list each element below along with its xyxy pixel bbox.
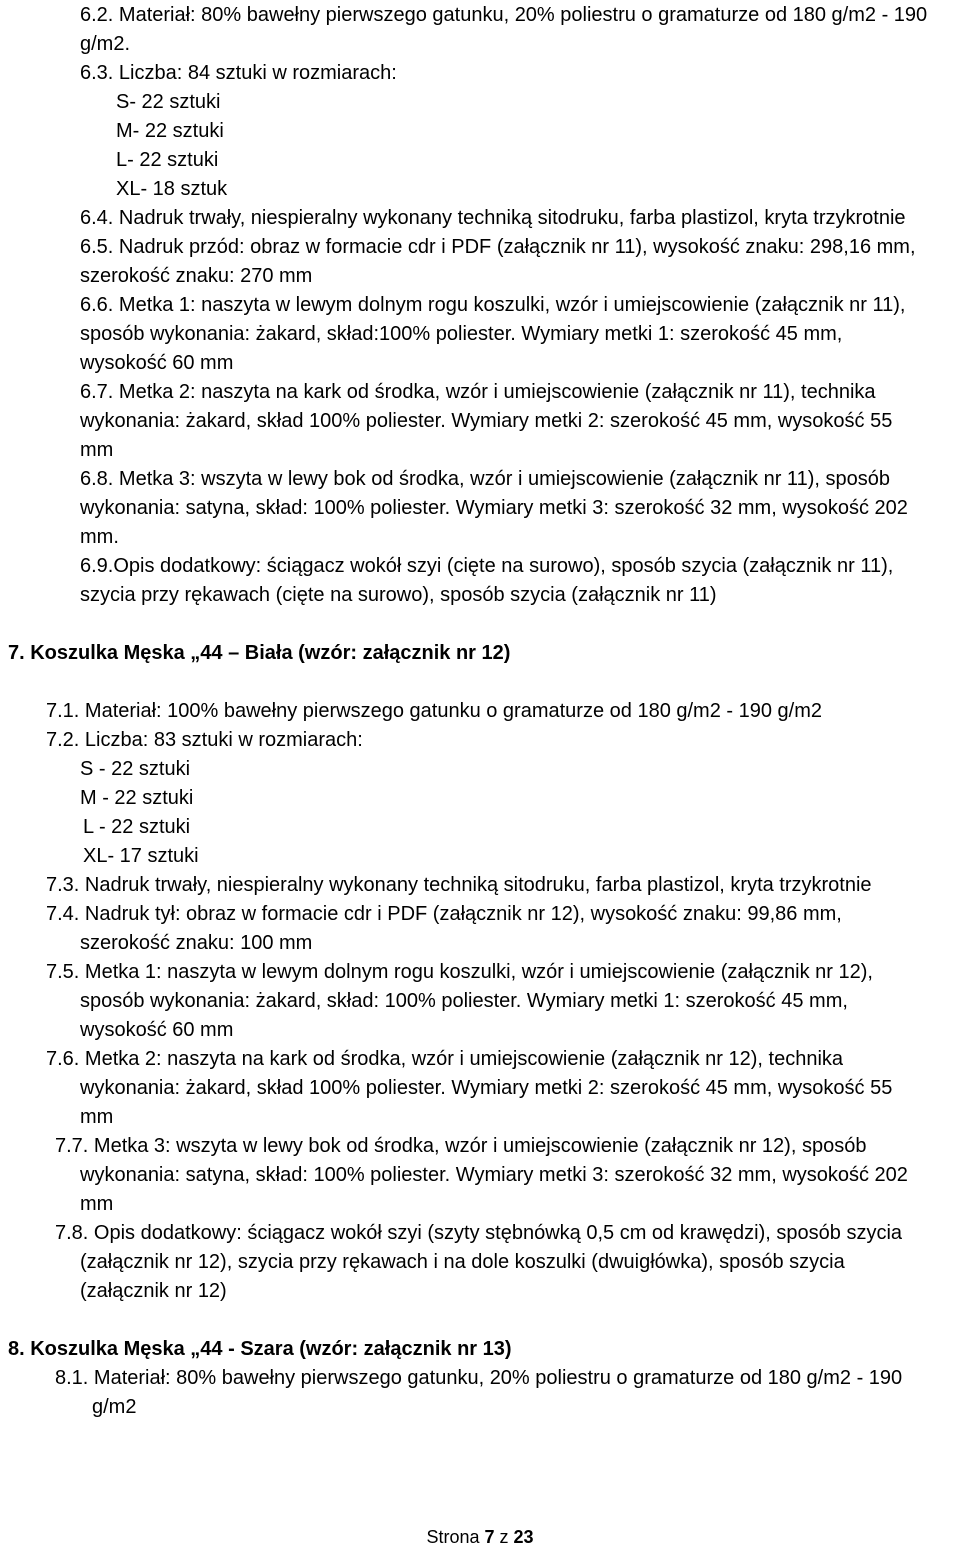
text-line: XL- 17 sztuki [83,845,199,867]
text-line: szerokość znaku: 270 mm [80,265,313,287]
text-line: 6.9.Opis dodatkowy: ściągacz wokół szyi (cięte na surowo), sposób szycia (załącznik nr 11), [80,555,894,577]
section-heading-8: 8. Koszulka Męska „44 - Szara (wzór: załącznik nr 13) [8,1338,512,1360]
text-line: g/m2. [80,33,131,55]
text-line: 6.7. Metka 2: naszyta na kark od środka, wzór i umiejscowienie (załącznik nr 11), technika [80,381,876,403]
text-line: XL- 18 sztuk [116,178,228,200]
page-separator: z [494,1527,514,1547]
text-line: 6.6. Metka 1: naszyta w lewym dolnym rogu koszulki, wzór i umiejscowienie (załącznik nr 11), [80,294,906,316]
text-line: 7.4. Nadruk tył: obraz w formacie cdr i PDF (załącznik nr 12), wysokość znaku: 99,86 mm, [46,903,842,925]
text-line: 6.3. Liczba: 84 sztuki w rozmiarach: [80,62,397,84]
text-line: 7.3. Nadruk trwały, niespieralny wykonany techniką sitodruku, farba plastizol, kryta trzykrotnie [46,874,872,896]
text-line: S- 22 sztuki [116,91,221,113]
text-line: mm. [80,526,119,548]
text-line: mm [80,1193,114,1215]
text-line: 6.8. Metka 3: wszyta w lewy bok od środka, wzór i umiejscowienie (załącznik nr 11), sposób [80,468,890,490]
text-line: szycia przy rękawach (cięte na surowo), sposób szycia (załącznik nr 11) [80,584,717,606]
text-line: 6.2. Materiał: 80% bawełny pierwszego gatunku, 20% poliestru o gramaturze od 180 g/m2 - 190 [80,4,928,26]
text-line: 8.1. Materiał: 80% bawełny pierwszego gatunku, 20% poliestru o gramaturze od 180 g/m2 - 190 [55,1367,903,1389]
section-heading-7: 7. Koszulka Męska „44 – Biała (wzór: załącznik nr 12) [8,642,511,664]
text-line: mm [80,439,114,461]
text-line: mm [80,1106,114,1128]
page-label: Strona [426,1527,485,1547]
text-line: 6.5. Nadruk przód: obraz w formacie cdr i PDF (załącznik nr 11), wysokość znaku: 298,16 mm, [80,236,916,258]
text-line: 7.7. Metka 3: wszyta w lewy bok od środka, wzór i umiejscowienie (załącznik nr 12), sposób [55,1135,867,1157]
text-line: szerokość znaku: 100 mm [80,932,313,954]
text-line: (załącznik nr 12), szycia przy rękawach i na dole koszulki (dwuigłówka), sposób szycia [80,1251,845,1273]
text-line: M- 22 sztuki [116,120,224,142]
text-line: 7.5. Metka 1: naszyta w lewym dolnym rogu koszulki, wzór i umiejscowienie (załącznik nr 12), [46,961,873,983]
text-line: S - 22 sztuki [80,758,191,780]
text-line: (załącznik nr 12) [80,1280,227,1302]
text-line: g/m2 [92,1396,137,1418]
text-line: 7.1. Materiał: 100% bawełny pierwszego gatunku o gramaturze od 180 g/m2 - 190 g/m2 [46,700,822,722]
text-line: 7.2. Liczba: 83 sztuki w rozmiarach: [46,729,363,751]
page-total: 23 [513,1527,534,1547]
text-line: wykonania: satyna, skład: 100% poliester. Wymiary metki 3: szerokość 32 mm, wysokość 202 [80,497,908,519]
text-line: L - 22 sztuki [83,816,191,838]
text-line: M - 22 sztuki [80,787,194,809]
text-line: 6.4. Nadruk trwały, niespieralny wykonany techniką sitodruku, farba plastizol, kryta trzykrotnie [80,207,906,229]
text-line: 7.8. Opis dodatkowy: ściągacz wokół szyi (szyty stębnówką 0,5 cm od krawędzi), sposób szycia [55,1222,903,1244]
page-current: 7 [484,1527,495,1547]
text-line: wykonania: żakard, skład 100% poliester. Wymiary metki 2: szerokość 45 mm, wysokość 55 [80,1077,893,1099]
text-line: 7.6. Metka 2: naszyta na kark od środka, wzór i umiejscowienie (załącznik nr 12), technika [46,1048,844,1070]
text-line: sposób wykonania: żakard, skład:100% poliester. Wymiary metki 1: szerokość 45 mm, [80,323,843,345]
text-line: L- 22 sztuki [116,149,219,171]
text-line: wysokość 60 mm [80,352,234,374]
text-line: wykonania: satyna, skład: 100% poliester. Wymiary metki 3: szerokość 32 mm, wysokość 202 [80,1164,908,1186]
text-line: wykonania: żakard, skład 100% poliester. Wymiary metki 2: szerokość 45 mm, wysokość 55 [80,410,893,432]
text-line: sposób wykonania: żakard, skład: 100% poliester. Wymiary metki 1: szerokość 45 mm, [80,990,848,1012]
page-footer [0,1526,960,1548]
text-line: wysokość 60 mm [80,1019,234,1041]
